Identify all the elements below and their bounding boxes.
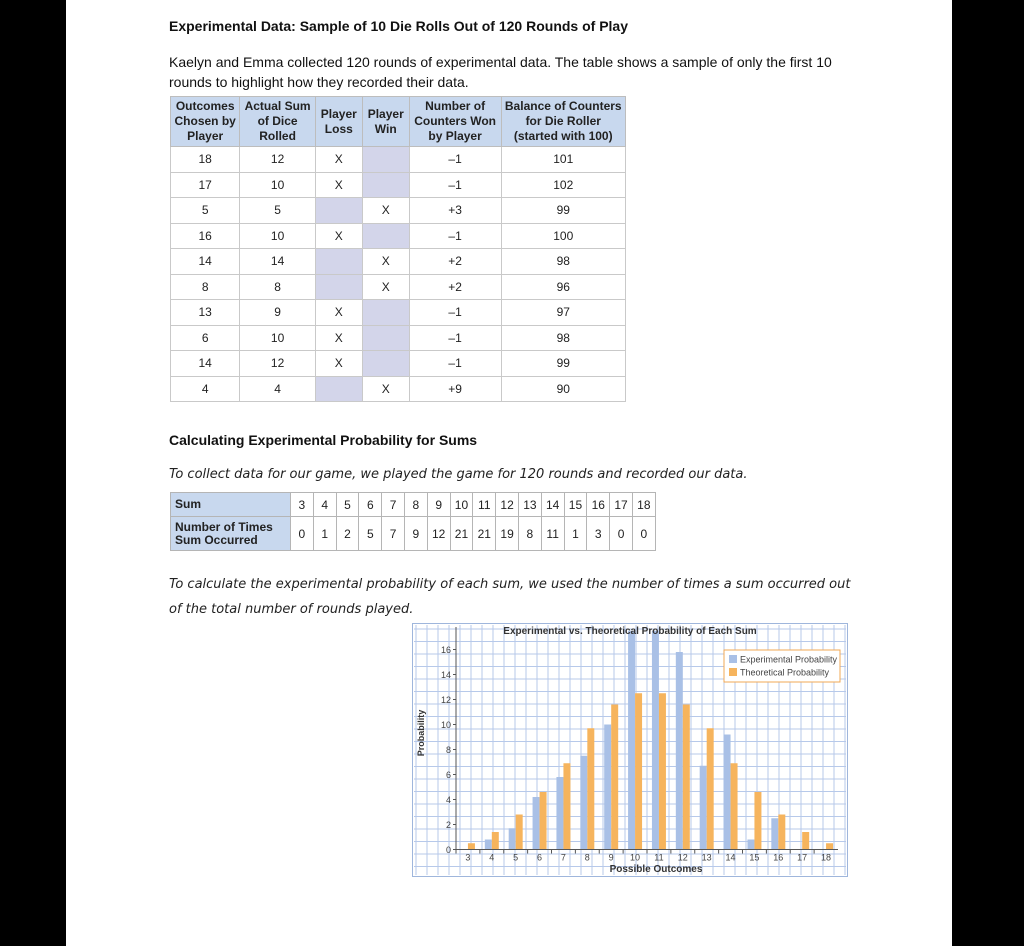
count-row-label: Number of Times Sum Occurred xyxy=(171,517,291,551)
sum-cell: 13 xyxy=(518,493,541,517)
table-cell xyxy=(362,147,409,173)
y-tick-label: 8 xyxy=(445,745,451,755)
count-cell: 19 xyxy=(496,517,519,551)
bar-theoretical xyxy=(635,693,642,849)
sum-cell: 8 xyxy=(404,493,427,517)
table-cell: –1 xyxy=(409,223,501,249)
header-balance: Balance of Counters for Die Roller (started with 100) xyxy=(501,97,626,147)
x-tick-label: 12 xyxy=(677,852,688,863)
table-cell xyxy=(315,376,362,402)
section-title: Calculating Experimental Probability for Sums xyxy=(169,432,478,448)
bar-experimental xyxy=(556,777,563,850)
y-tick-label: 12 xyxy=(440,695,451,705)
y-tick-label: 4 xyxy=(445,795,451,805)
sum-cell: 5 xyxy=(336,493,359,517)
table-cell: –1 xyxy=(409,147,501,173)
table-cell xyxy=(315,198,362,224)
sum-cell: 12 xyxy=(496,493,519,517)
x-tick-label: 15 xyxy=(749,852,760,863)
bar-theoretical xyxy=(611,705,618,850)
sum-table xyxy=(170,492,656,551)
table-cell: 97 xyxy=(501,300,626,326)
x-tick-label: 7 xyxy=(560,852,566,863)
x-axis-label: Possible Outcomes xyxy=(609,864,703,875)
count-cell: 1 xyxy=(313,517,336,551)
bar-experimental xyxy=(700,766,707,850)
bar-theoretical xyxy=(778,815,785,850)
count-cell: 8 xyxy=(518,517,541,551)
bar-theoretical xyxy=(707,728,714,849)
table-cell: 6 xyxy=(171,325,240,351)
bar-theoretical xyxy=(516,815,523,850)
table-cell: 10 xyxy=(240,223,315,249)
table-cell: 9 xyxy=(240,300,315,326)
sum-cell: 18 xyxy=(632,493,655,517)
x-tick-label: 16 xyxy=(773,852,784,863)
sum-row xyxy=(171,493,656,517)
header-player-win: Player Win xyxy=(362,97,409,147)
table-cell: X xyxy=(362,376,409,402)
bar-theoretical xyxy=(802,832,809,850)
y-tick-label: 10 xyxy=(440,720,451,730)
table-cell: X xyxy=(315,300,362,326)
sum-cell: 14 xyxy=(541,493,564,517)
count-cell: 3 xyxy=(587,517,610,551)
table-cell: X xyxy=(315,172,362,198)
table-cell: X xyxy=(315,351,362,377)
table-cell xyxy=(362,223,409,249)
x-tick-label: 18 xyxy=(821,852,832,863)
table-cell: 8 xyxy=(240,274,315,300)
legend-label: Experimental Probability xyxy=(740,654,838,665)
table-cell: 5 xyxy=(171,198,240,224)
table-cell: 8 xyxy=(171,274,240,300)
x-tick-label: 3 xyxy=(465,852,471,863)
bar-experimental xyxy=(485,840,492,850)
probability-chart xyxy=(412,623,848,877)
legend-label: Theoretical Probability xyxy=(740,667,830,678)
x-tick-label: 8 xyxy=(584,852,590,863)
sum-cell: 17 xyxy=(610,493,633,517)
y-tick-label: 16 xyxy=(440,645,451,655)
table-cell xyxy=(362,325,409,351)
y-tick-label: 0 xyxy=(445,845,451,855)
table-cell: 17 xyxy=(171,172,240,198)
table-cell: 14 xyxy=(171,351,240,377)
table-cell: 13 xyxy=(171,300,240,326)
sum-cell: 11 xyxy=(473,493,496,517)
bar-theoretical xyxy=(587,728,594,849)
x-tick-label: 6 xyxy=(537,852,543,863)
table-cell: 10 xyxy=(240,325,315,351)
document-title: Experimental Data: Sample of 10 Die Rolls Out of 120 Rounds of Play xyxy=(169,18,628,34)
x-tick-label: 10 xyxy=(630,852,641,863)
table-cell: X xyxy=(362,249,409,275)
header-outcomes: Outcomes Chosen by Player xyxy=(171,97,240,147)
bar-theoretical xyxy=(540,792,547,850)
table-cell: 90 xyxy=(501,376,626,402)
sum-cell: 10 xyxy=(450,493,473,517)
table-cell: +2 xyxy=(409,274,501,300)
table-cell: 18 xyxy=(171,147,240,173)
count-cell: 21 xyxy=(450,517,473,551)
table-cell: 14 xyxy=(240,249,315,275)
bar-theoretical xyxy=(683,705,690,850)
x-tick-label: 13 xyxy=(701,852,712,863)
table-cell: 12 xyxy=(240,147,315,173)
sum-cell: 6 xyxy=(359,493,382,517)
table-cell xyxy=(362,172,409,198)
table-cell: X xyxy=(315,223,362,249)
table-cell: +2 xyxy=(409,249,501,275)
table-cell: +9 xyxy=(409,376,501,402)
table-row xyxy=(171,351,626,377)
table-cell: X xyxy=(362,198,409,224)
bar-experimental xyxy=(676,652,683,850)
x-tick-label: 4 xyxy=(489,852,495,863)
y-tick-label: 2 xyxy=(445,820,451,830)
header-actual-sum: Actual Sum of Dice Rolled xyxy=(240,97,315,147)
bar-theoretical xyxy=(659,693,666,849)
table-cell xyxy=(315,249,362,275)
table-cell: 98 xyxy=(501,325,626,351)
bar-theoretical xyxy=(731,763,738,849)
header-counters-won: Number of Counters Won by Player xyxy=(409,97,501,147)
table-cell: 10 xyxy=(240,172,315,198)
count-cell: 12 xyxy=(427,517,450,551)
table-row xyxy=(171,223,626,249)
table-cell: X xyxy=(315,325,362,351)
header-player-loss: Player Loss xyxy=(315,97,362,147)
bar-experimental xyxy=(652,631,659,850)
bar-theoretical xyxy=(468,843,475,849)
sum-cell: 15 xyxy=(564,493,587,517)
table-cell: 4 xyxy=(171,376,240,402)
count-cell: 0 xyxy=(610,517,633,551)
chart-title: Experimental vs. Theoretical Probability of Each Sum xyxy=(503,626,757,637)
y-tick-label: 6 xyxy=(445,770,451,780)
x-tick-label: 5 xyxy=(513,852,519,863)
table-row xyxy=(171,376,626,402)
bar-theoretical xyxy=(826,843,833,849)
bar-experimental xyxy=(509,828,516,849)
bar-theoretical xyxy=(754,792,761,850)
table-cell: 101 xyxy=(501,147,626,173)
count-cell: 1 xyxy=(564,517,587,551)
sum-cell: 7 xyxy=(382,493,405,517)
collect-text: To collect data for our game, we played the game for 120 rounds and recorded our data. xyxy=(169,467,748,482)
table-cell: 98 xyxy=(501,249,626,275)
table-cell: 99 xyxy=(501,351,626,377)
table-row xyxy=(171,198,626,224)
table-cell xyxy=(315,274,362,300)
document-page xyxy=(66,0,952,946)
table-cell: –1 xyxy=(409,172,501,198)
table-cell: 5 xyxy=(240,198,315,224)
rounds-table xyxy=(170,96,626,402)
table-cell: +3 xyxy=(409,198,501,224)
bar-experimental xyxy=(724,735,731,850)
table-cell: 102 xyxy=(501,172,626,198)
table-cell xyxy=(362,300,409,326)
table-row xyxy=(171,274,626,300)
table-cell: 16 xyxy=(171,223,240,249)
count-cell: 5 xyxy=(359,517,382,551)
x-tick-label: 11 xyxy=(654,852,664,863)
x-tick-label: 17 xyxy=(797,852,808,863)
count-cell: 2 xyxy=(336,517,359,551)
bar-experimental xyxy=(771,818,778,849)
legend-swatch xyxy=(729,655,737,663)
sum-cell: 4 xyxy=(313,493,336,517)
sum-cell: 16 xyxy=(587,493,610,517)
table-cell: X xyxy=(362,274,409,300)
table-cell: 96 xyxy=(501,274,626,300)
table-cell: 12 xyxy=(240,351,315,377)
intro-paragraph: Kaelyn and Emma collected 120 rounds of experimental data. The table shows a sample of only the first 10 rounds to highlight how they recorded their data. xyxy=(169,54,832,90)
count-row xyxy=(171,517,656,551)
bar-experimental xyxy=(533,797,540,850)
x-tick-label: 14 xyxy=(725,852,736,863)
table-cell: –1 xyxy=(409,325,501,351)
table-row xyxy=(171,249,626,275)
bar-theoretical xyxy=(492,832,499,850)
count-cell: 11 xyxy=(541,517,564,551)
bar-experimental xyxy=(604,725,611,850)
sum-cell: 9 xyxy=(427,493,450,517)
rounds-table-header xyxy=(171,97,626,147)
table-cell: 100 xyxy=(501,223,626,249)
bar-experimental xyxy=(628,631,635,850)
y-axis-label: Probability xyxy=(416,709,426,757)
table-cell: 4 xyxy=(240,376,315,402)
sum-cell: 3 xyxy=(291,493,314,517)
sum-row-label: Sum xyxy=(171,493,291,517)
table-row xyxy=(171,147,626,173)
count-cell: 7 xyxy=(382,517,405,551)
count-cell: 9 xyxy=(404,517,427,551)
bar-experimental xyxy=(747,840,754,850)
bar-theoretical xyxy=(563,763,570,849)
bar-experimental xyxy=(580,756,587,850)
table-row xyxy=(171,300,626,326)
table-cell: 99 xyxy=(501,198,626,224)
table-cell xyxy=(362,351,409,377)
table-cell: –1 xyxy=(409,300,501,326)
count-cell: 0 xyxy=(632,517,655,551)
table-cell: 14 xyxy=(171,249,240,275)
table-cell: –1 xyxy=(409,351,501,377)
table-row xyxy=(171,325,626,351)
x-tick-label: 9 xyxy=(608,852,614,863)
calc-text: To calculate the experimental probability of each sum, we used the number of times a sum occurred out of the total number of rounds played. xyxy=(169,577,851,617)
legend-swatch xyxy=(729,668,737,676)
y-tick-label: 14 xyxy=(440,670,451,680)
table-row xyxy=(171,172,626,198)
count-cell: 0 xyxy=(291,517,314,551)
table-cell: X xyxy=(315,147,362,173)
count-cell: 21 xyxy=(473,517,496,551)
